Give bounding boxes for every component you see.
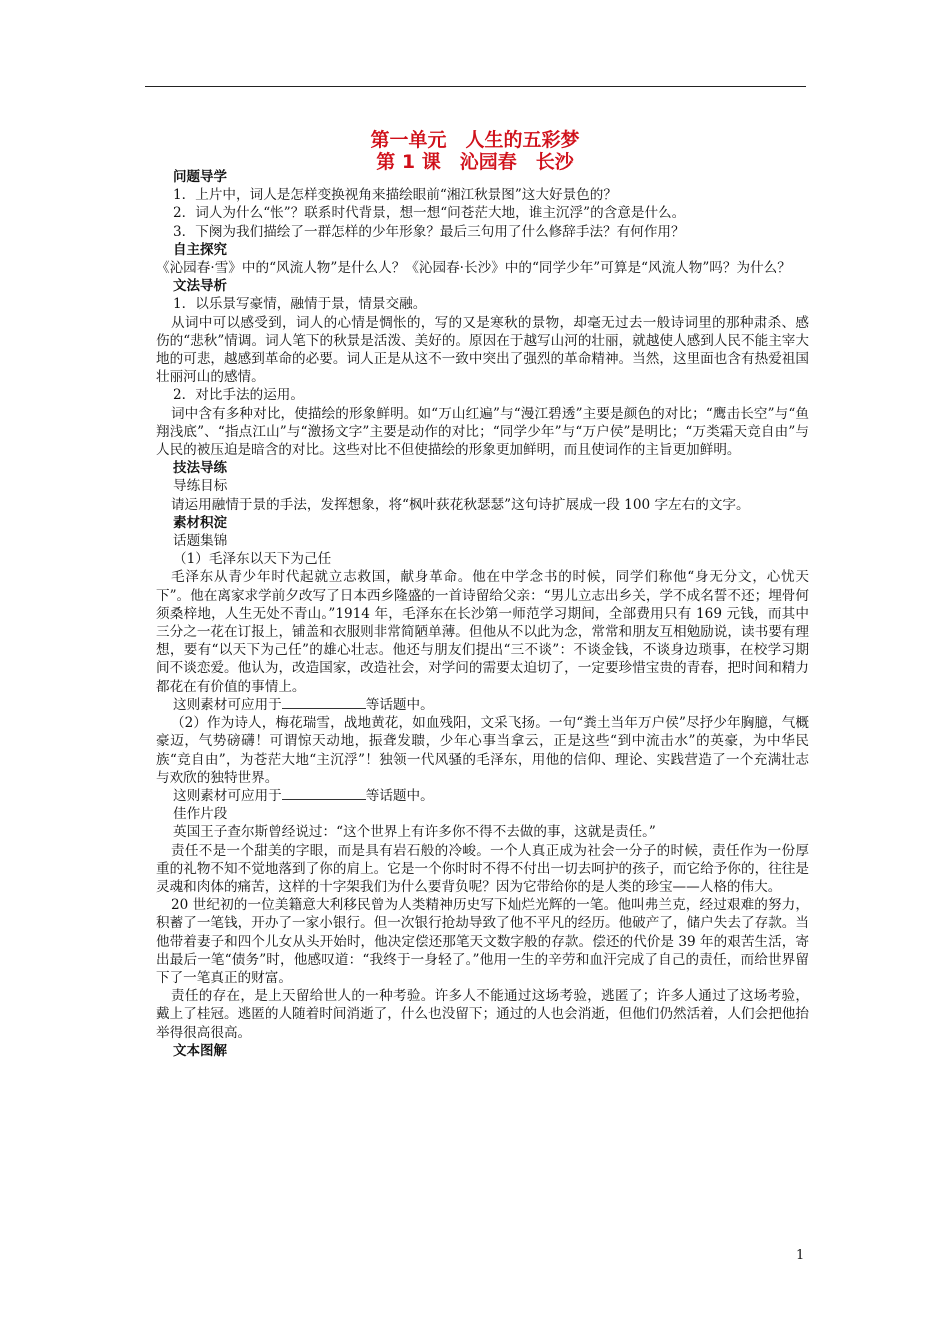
question-2: 2．词人为什么“怅”？联系时代背景，想一想“问苍茫大地，谁主沉浮”的含意是什么。 xyxy=(173,205,686,222)
sucai-subheading-excerpts: 佳作片段 xyxy=(173,806,228,823)
excerpt-paragraph-4: 责任的存在，是上天留给世人的一种考验。许多人不能通过这场考验，逃匿了；许多人通过了这场考验，戴上了桂冠。逃匿的人随着时间消逝了，什么也没留下；通过的人也会消逝，但他们仍然活着，人们会把他抬举得很高很高。 xyxy=(156,988,809,1041)
fill-blank-2[interactable] xyxy=(282,787,366,800)
sucai-apply-line-1 xyxy=(173,696,809,714)
lesson-title: 第 1 课 沁园春 长沙 xyxy=(376,151,574,173)
section-heading-jifadaolian: 技法导练 xyxy=(173,460,227,477)
fill-blank-1[interactable] xyxy=(282,696,366,709)
section-heading-wentidaoxue: 问题导学 xyxy=(173,169,227,185)
wenfa-paragraph-1: 从词中可以感受到，词人的心情是惆怅的，写的又是寒秋的景物，却毫无过去一般诗词里的那种肃杀、感伤的“悲秋”情调。词人笔下的秋景是活泼、美好的。原因在于越写山河的壮丽，就越使人感到人民不能主宰大地的可悲，越感到革命的必要。词人正是从这不一致中突出了强烈的革命精神。当然，这里面也含有热爱祖国壮丽河山的感情。 xyxy=(156,314,809,386)
sucai-apply-line-2 xyxy=(173,787,809,805)
sucai-item-1-text: 毛泽东从青少年时代起就立志救国，献身革命。他在中学念书的时候，同学们称他“身无分文，心忧天下”。他在离家求学前夕改写了日本西乡隆盛的一首诗留给父亲：“男儿立志出乡关，学不成名誓不还；埋骨何须桑梓地，人生无处不青山。”1914 年，毛泽东在长沙第一师范学习期间，全部费用只有 169 元钱，而其中三分之一花在订报上，铺盖和衣服则非常简陋单薄。但他从不以此为念，常常和朋友互相勉励说，读书要有理想，要有“以天下为己任”的雄心壮志。他还与朋友们提出“三不谈”：不谈金钱，不谈身边琐事，在校学习期间不谈恋爱。他认为，改造国家，改造社会，对学问的需要太迫切了，一定要珍惜宝贵的青春，把时间和精力都花在有价值的事情上。 xyxy=(156,569,809,695)
excerpt-paragraph-1: 英国王子查尔斯曾经说过：“这个世界上有许多你不得不去做的事，这就是责任。” xyxy=(173,824,656,841)
wenfa-point-1: 1．以乐景写豪情，融情于景，情景交融。 xyxy=(173,296,427,313)
section-heading-sucaijidian: 素材积淀 xyxy=(173,514,227,531)
document-body xyxy=(156,168,809,1060)
sucai-item-1-title: （1）毛泽东以天下为己任 xyxy=(173,551,332,568)
zizhutanjiu-text: 《沁园春·雪》中的“风流人物”是什么人？《沁园春·长沙》中的“同学少年”可算是“风流人物”吗？为什么？ xyxy=(156,260,791,277)
apply-prefix: 这则素材可应用于 xyxy=(173,787,282,804)
jifa-subheading: 导练目标 xyxy=(173,478,228,495)
excerpt-paragraph-3: 20 世纪初的一位美籍意大利移民曾为人类精神历史写下灿烂光辉的一笔。他叫弗兰克，经过艰难的努力，积蓄了一笔钱，开办了一家小银行。但一次银行抢劫导致了他不平凡的经历。他破产了，储户失去了存款。当他带着妻子和四个儿女从头开始时，他决定偿还那笔天文数字般的存款。偿还的代价是 39 年的艰苦生活，寄出最后一笔“债务”时，他感叹道：“我终于一身轻了。”他用一生的辛劳和血汗完成了自己的责任，而给世界留下了一笔真正的财富。 xyxy=(156,897,809,986)
sucai-subheading-topics: 话题集锦 xyxy=(173,533,228,550)
header-rule xyxy=(145,86,806,87)
wenfa-point-2: 2．对比手法的运用。 xyxy=(173,387,304,404)
apply-suffix: 等话题中。 xyxy=(365,787,434,804)
section-heading-zizhutanjiu: 自主探究 xyxy=(173,241,227,258)
question-3: 3．下阕为我们描绘了一群怎样的少年形象？最后三句用了什么修辞手法？有何作用？ xyxy=(173,223,685,240)
section-heading-wenfadaoxi: 文法导析 xyxy=(173,278,227,295)
section-heading-wenbentujie: 文本图解 xyxy=(173,1042,227,1059)
apply-suffix: 等话题中。 xyxy=(365,696,434,713)
unit-title: 第一单元 人生的五彩梦 xyxy=(370,129,580,151)
question-1: 1．上片中，词人是怎样变换视角来描绘眼前“湘江秋景图”这大好景色的？ xyxy=(173,187,617,204)
wenfa-paragraph-2: 词中含有多种对比，使描绘的形象鲜明。如“万山红遍”与“漫江碧透”主要是颜色的对比；“鹰击长空”与“鱼翔浅底”、“指点江山”与“激扬文字”主要是动作的对比；“同学少年”与“万户侯”是明比；“万类霜天竞自由”与人民的被压迫是暗含的对比。这些对比不但使描绘的形象更加鲜明，而且使词作的主旨更加鲜明。 xyxy=(156,405,809,459)
excerpt-paragraph-2: 责任不是一个甜美的字眼，而是具有岩石般的冷峻。一个人真正成为社会一分子的时候，责任作为一份厚重的礼物不知不觉地落到了你的肩上。它是一个你时时不得不付出一切去呵护的孩子，而它给予你的，往往是灵魂和肉体的痛苦，这样的十字架我们为什么要背负呢？因为它带给你的是人类的珍宝——人格的伟大。 xyxy=(156,842,809,895)
page-number: 1 xyxy=(796,1248,805,1263)
apply-prefix: 这则素材可应用于 xyxy=(173,696,282,713)
jifa-text: 请运用融情于景的手法，发挥想象，将“枫叶荻花秋瑟瑟”这句诗扩展成一段 100 字左右的文字。 xyxy=(170,496,750,513)
sucai-item-2-text: （2）作为诗人，梅花瑞雪，战地黄花，如血残阳，文采飞扬。一句“粪土当年万户侯”尽抒少年胸臆，气概豪迈，气势磅礴！可谓惊天动地，振聋发聩，少年心事当拿云，正是这些“到中流击水”的英豪，为中华民族“竞自由”，为苍茫大地“主沉浮”！独领一代风骚的毛泽东，用他的信仰、理论、实践营造了一个充满壮志与欢欣的独特世界。 xyxy=(156,715,809,786)
